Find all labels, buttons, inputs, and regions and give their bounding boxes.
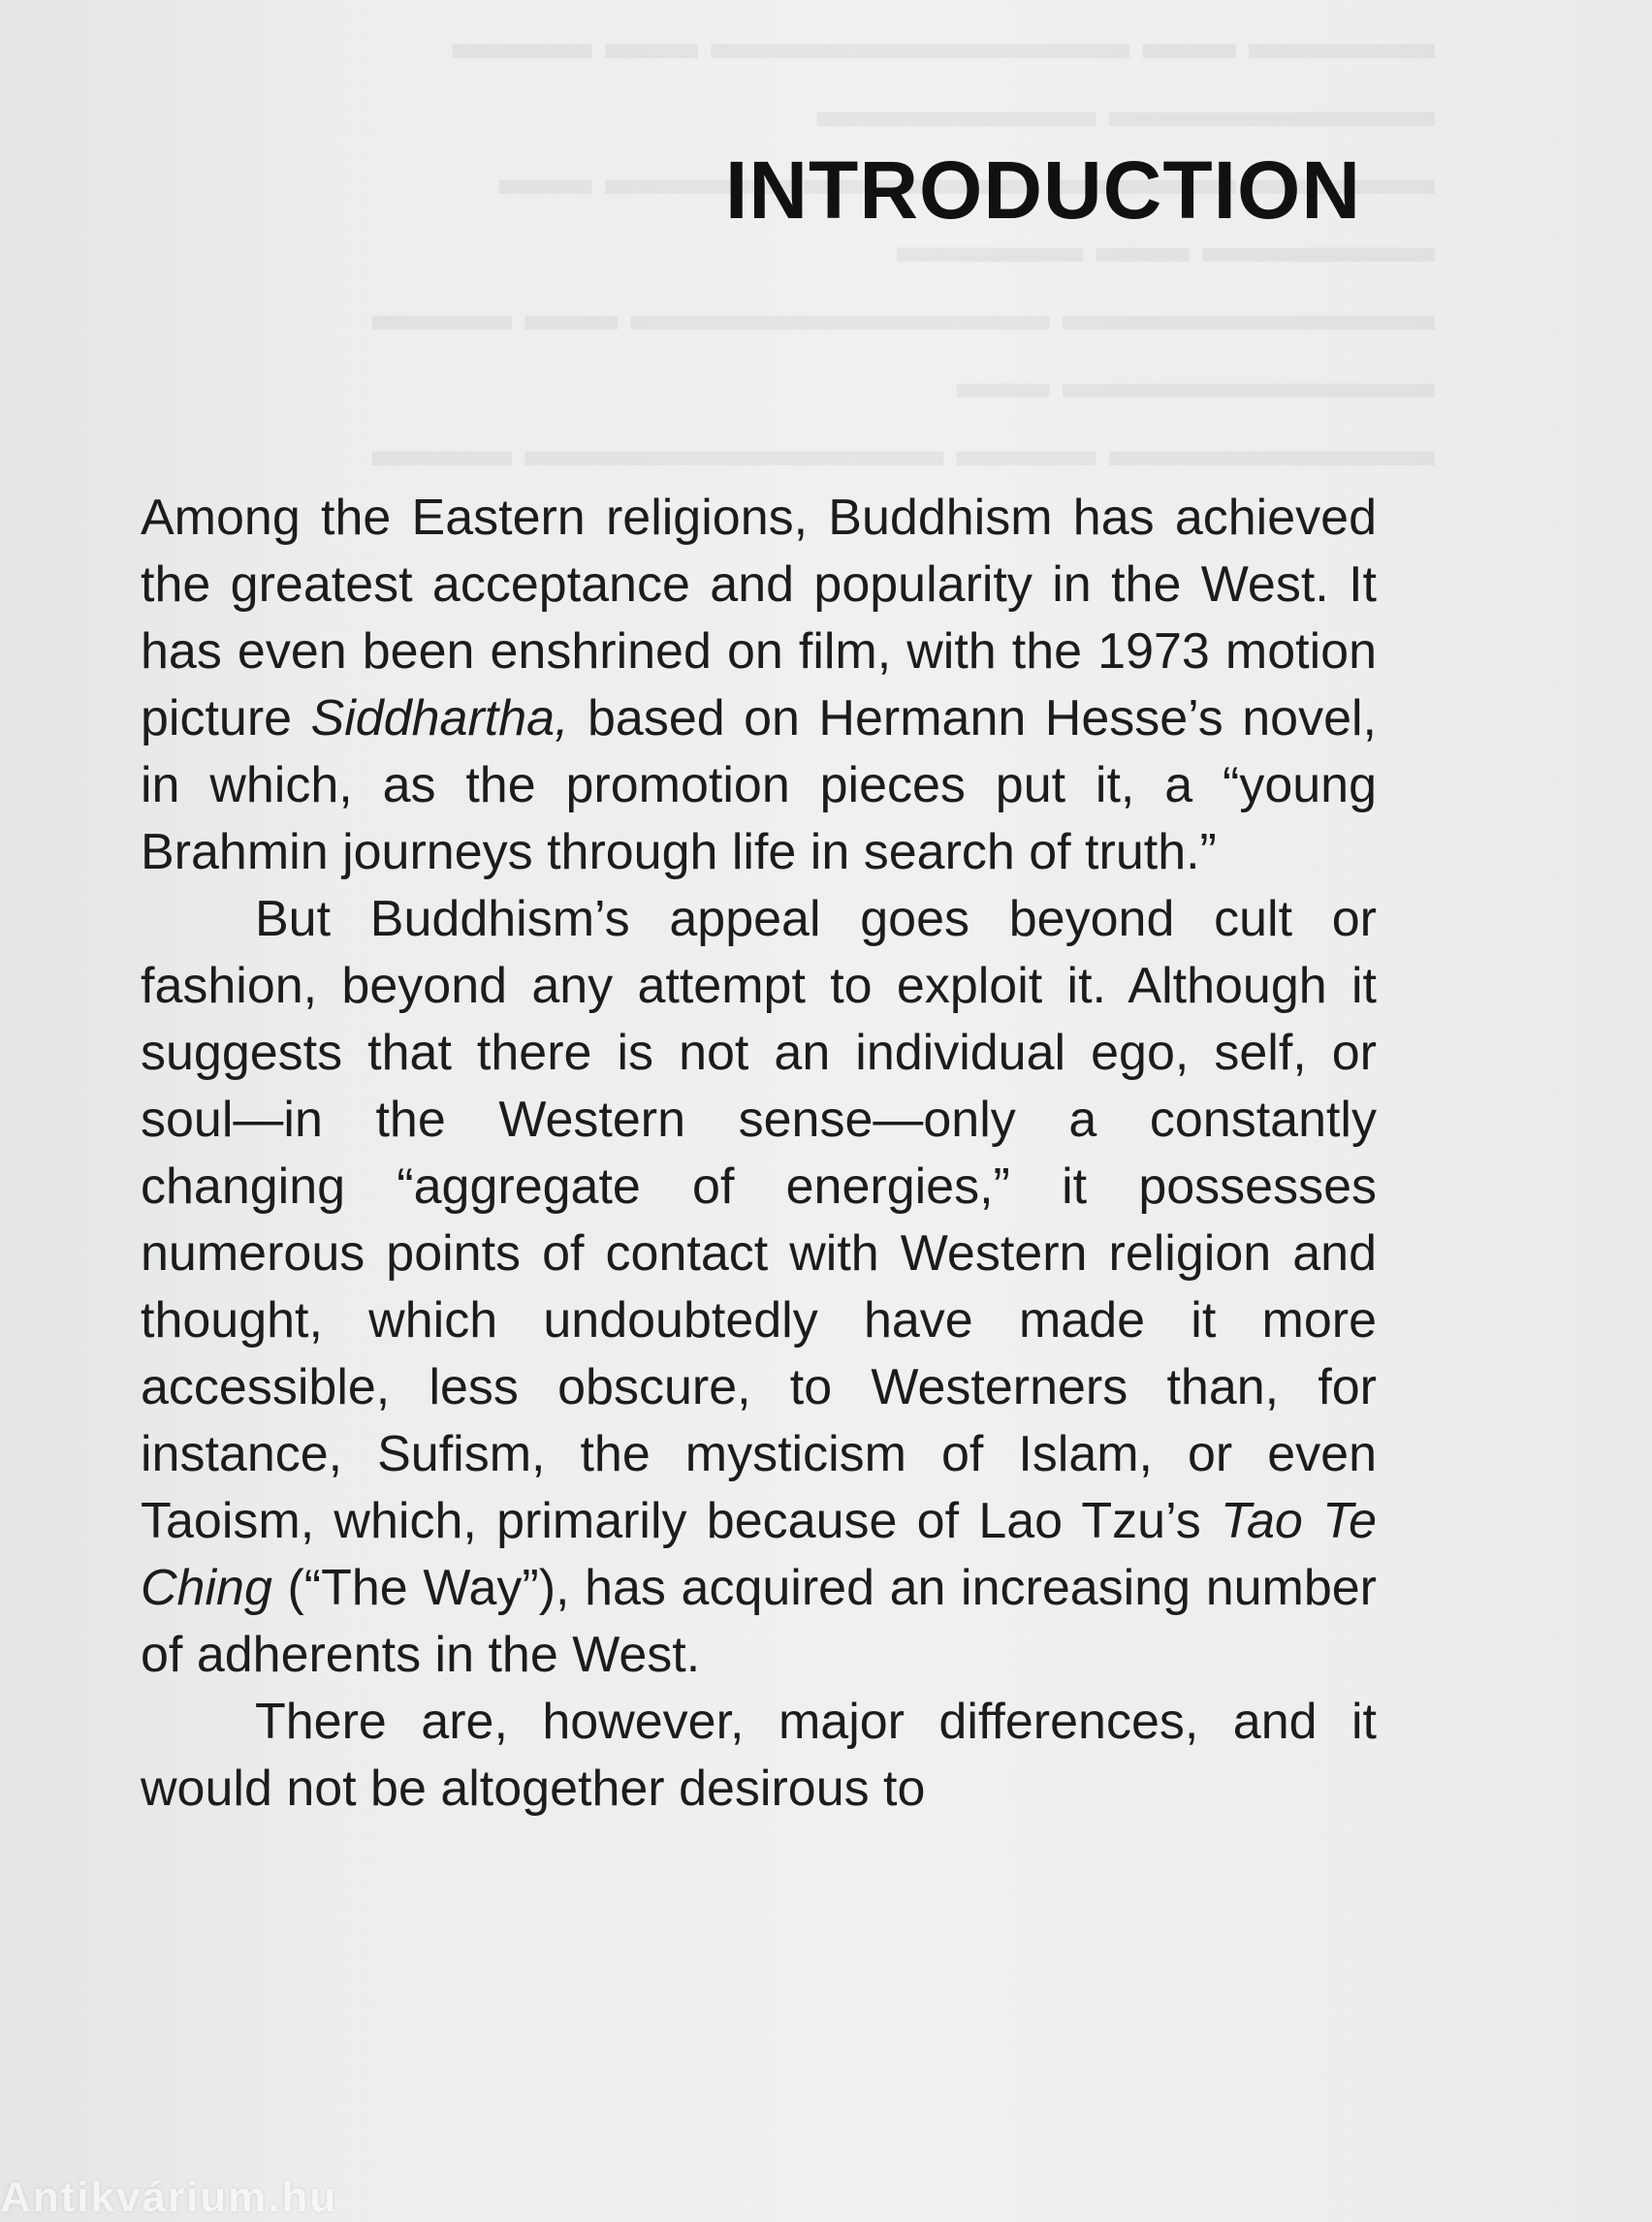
paragraph-2 <box>141 886 1377 1689</box>
chapter-title: INTRODUCTION <box>725 144 1361 236</box>
paragraph-1-text-a: Among the Eastern religions, Buddhism has achieved the greatest acceptance and popularity in the West. It has even been enshrined on film, with the 1973 motion picture <box>141 490 1377 746</box>
paragraph-1 <box>141 485 1377 886</box>
paragraph-1-text-b: based on Hermann Hesse’s novel, in which, as the promotion pieces put it, a “young Brahmin journeys through life in search of truth.” <box>141 690 1377 880</box>
film-title-siddhartha: Siddhartha, <box>310 690 569 746</box>
paragraph-2-text-a: But Buddhism’s appeal goes beyond cult or fashion, beyond any attempt to exploit it. Although it suggests that there is not an individual ego, self, or soul—in the Western sense—only a constantly changing “aggregate of energies,” it possesses numerous points of contact with Western religion and thought, which undoubtedly have made it more accessible, less obscure, to Westerners than, for instance, Sufism, the mysticism of Islam, or even Taoism, which, primarily because of Lao Tzu’s <box>141 891 1377 1549</box>
body-text <box>141 485 1377 1823</box>
book-title-tao-te-ching: Tao Te Ching <box>141 1493 1377 1616</box>
paragraph-2-text-b: (“The Way”), has acquired an increasing number of adherents in the West. <box>141 1560 1377 1683</box>
watermark-logo: Antikvárium.hu <box>0 2174 338 2221</box>
paragraph-3: There are, however, major differences, and it would not be altogether desirous to <box>141 1694 1377 1817</box>
bleed-through-text <box>320 10 1435 465</box>
